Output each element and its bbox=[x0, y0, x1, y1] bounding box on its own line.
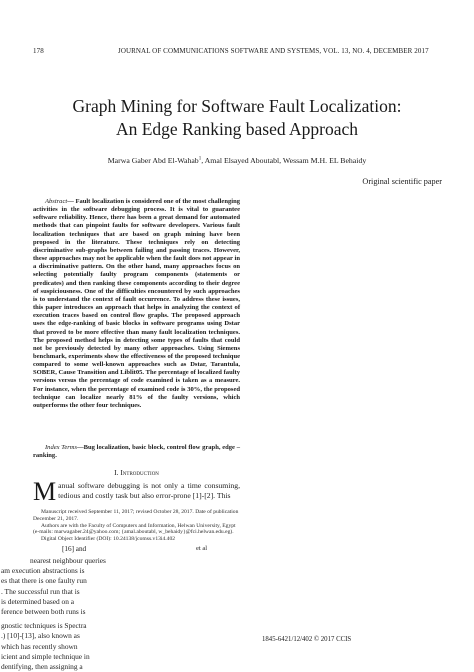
running-header: JOURNAL OF COMMUNICATIONS SOFTWARE AND SYSTEMS, VOL. 13, NO. 4, DECEMBER 2017 bbox=[118, 47, 429, 55]
stray-line: es that there is one faulty run bbox=[1, 576, 87, 586]
stray-line: nearest neighbour queries bbox=[30, 556, 106, 565]
abstract-label: Abstract bbox=[45, 198, 68, 205]
author-rest: , Amal Elsayed Aboutabl, Wessam M.H. EL Behaidy bbox=[201, 156, 367, 165]
stray-line: is determined based on a bbox=[1, 596, 75, 606]
paper-type-label: Original scientific paper bbox=[362, 177, 442, 186]
index-terms bbox=[33, 444, 240, 460]
stray-line: gnostic techniques is Spectra bbox=[1, 621, 87, 631]
stray-line: . The successful run that is bbox=[1, 586, 80, 596]
index-terms-text: —Bug localization, basic block, control flow graph, edge – ranking. bbox=[33, 444, 240, 460]
intro-text: anual software debugging is not only a time consuming, tedious and costly task but also error-prone [1]-[2]. This bbox=[58, 481, 240, 500]
section-heading bbox=[33, 468, 240, 477]
stray-line: .) [10]-[13], also known as bbox=[1, 631, 80, 641]
author-affiliation-mark: 1 bbox=[198, 156, 202, 162]
footnote-authors: Authors are with the Faculty of Computers and Information, Helwan University, Egypt (e-mails: marwagaber.24@yahoo.com; {amal.aboutabl, w_behaidy}@fci.helwan.edu.eg). bbox=[33, 522, 236, 536]
stray-line: am execution abstractions is bbox=[1, 566, 85, 576]
bleed-through-text bbox=[0, 556, 240, 672]
abstract-text: — Fault localization is considered one of the most challenging activities in the software debugging process. It is vital to guarantee software reliability. Hence, there has been a great demand for automated methods that can pinpoint faults for software developers. Various fault localization techniques that are based on graph mining have been proposed in the literature. These techniques rely on detecting discriminative sub-graphs between failing and passing traces. However, these approaches may not be applicable when the fault does not appear in a discriminative pattern. On the other hand, many approaches focus on selecting potentially faulty program components (statements or predicates) and then ranking these components according to their degree of suspiciousness. One of the difficulties encountered by such approaches is to understand the context of fault occurrence. To address these issues, this paper introduces an approach that helps in analyzing the context of execution traces based on control flow graphs. The proposed approach uses the edge-ranking of basic blocks in software programs using Dstar that proved to be more effective than many fault localization techniques. The proposed method helps in detecting some types of faults that could not be previously detected by many other approaches. Using Siemens benchmark, experiments show the effectiveness of the proposed technique compared to some well-known approaches such as Dstar, Tarantula, SOBER, Cause Transition and Liblit05. The percentage of localized faulty versions versus the percentage of code examined is taken as a measure. For instance, when the percentage of examined code is 30%, the proposed technique can localize nearly 81% of the faulty versions, which outperforms the other four techniques. bbox=[33, 198, 240, 409]
overlay-fragment-tail: et al bbox=[196, 545, 208, 552]
stray-line: icient and simple technique in bbox=[1, 651, 90, 661]
paper-title-line-2: An Edge Ranking based Approach bbox=[115, 119, 359, 139]
stray-line: dentifying, then assigning a bbox=[1, 662, 83, 672]
intro-paragraph bbox=[33, 477, 240, 506]
footnote-doi: Digital Object Identifier (DOI): 10.24138/jcomss.v13i4.402 bbox=[41, 536, 176, 543]
stray-line: ference between both runs is bbox=[1, 607, 86, 617]
drop-cap: M bbox=[33, 477, 57, 506]
index-terms-label: Index Terms bbox=[45, 444, 78, 451]
stray-line: which has recently shown bbox=[1, 641, 78, 651]
section-title: Introduction bbox=[120, 468, 159, 477]
issn-footer: 1845-6421/12/402 © 2017 CCIS bbox=[262, 636, 352, 643]
abstract bbox=[33, 198, 240, 410]
footnotes bbox=[33, 509, 243, 543]
footnote-manuscript: Manuscript received September 11, 2017; revised October 28, 2017. Date of publication December 21, 2017. bbox=[33, 509, 239, 522]
section-number: I. bbox=[114, 468, 119, 477]
author-list bbox=[0, 156, 474, 165]
paper-title-line-1: Graph Mining for Software Fault Localization: bbox=[72, 96, 402, 116]
page-number: 178 bbox=[33, 47, 44, 55]
author-first: Marwa Gaber Abd El-Wahab bbox=[107, 156, 199, 165]
overlay-fragment: [16] and bbox=[62, 545, 87, 553]
